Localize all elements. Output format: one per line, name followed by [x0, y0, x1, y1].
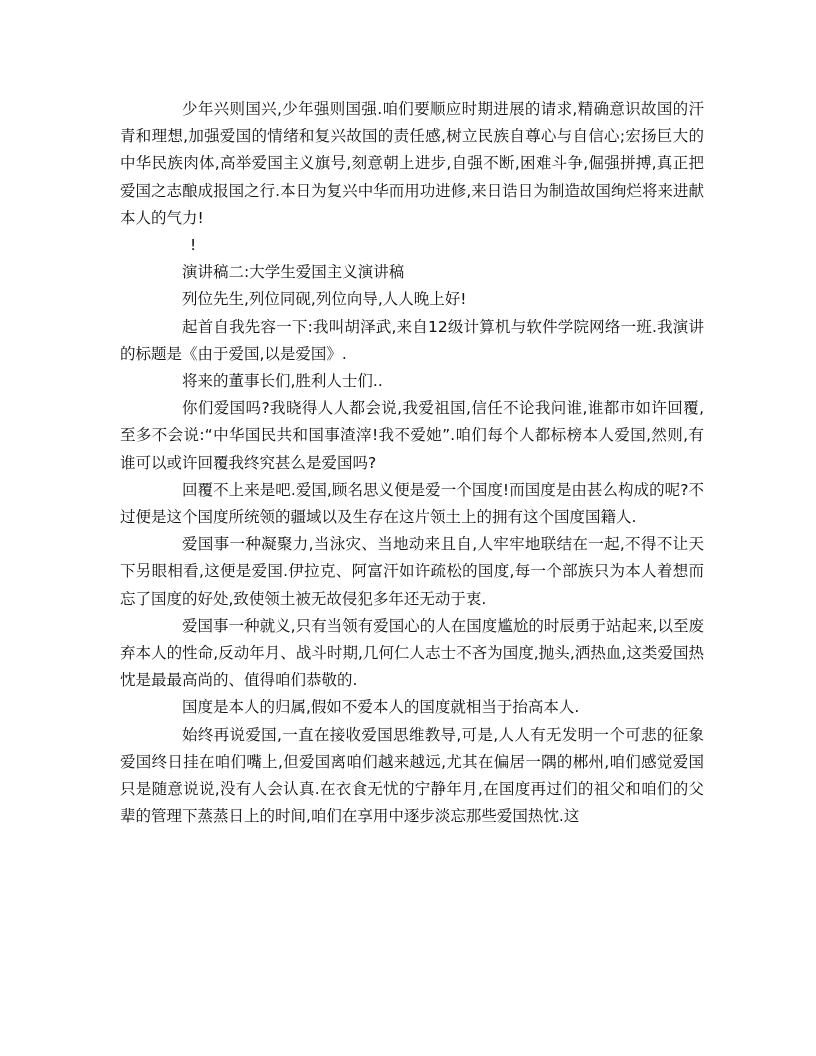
- speech-two-heading: 演讲稿二:大学生爱国主义演讲稿: [182, 263, 405, 282]
- paragraph-greeting: 列位先生,列位同砚,列位向导,人人晚上好!: [182, 290, 467, 309]
- paragraph-exclamation: !: [190, 236, 197, 255]
- paragraph-what-is-country: 回覆不上来是吧.爱国,顾名思义便是爱一个国度!而国度是由甚么构成的呢?不过便是这个国度所统领的疆域以及生存在这片领土上的拥有这个国度国籍人.: [120, 480, 704, 527]
- document-body: [120, 96, 704, 830]
- paragraph-self-introduction: 起首自我先容一下:我叫胡泽武,来自12级计算机与软件学院网络一班.我演讲的标题是《由于爱国,以是爱国》.: [120, 317, 704, 363]
- paragraph-belonging: 国度是本人的归属,假如不爱本人的国度就相当于抬高本人.: [182, 698, 580, 717]
- paragraph-future-chairmen: 将来的董事长们,胜利人士们..: [182, 372, 383, 391]
- paragraph-youth-strong-nation: 少年兴则国兴,少年强则国强.咱们要顺应时期进展的请求,精确意识故国的汗青和理想,加强爱国的情绪和复兴故国的责任感,树立民族自尊心与自信心;宏扬巨大的中华民族肉体,高举爱国主义旗号,刻意朝上进步,自强不断,困难斗争,倔强拼搏,真正把爱国之志酿成报国之行.本日为复兴中华而用功进修,来日诰日为制造故国绚烂将来进献本人的气力!: [120, 100, 704, 227]
- paragraph-patriotism-fading: 始终再说爱国,一直在接收爱国思维教导,可是,人人有无发明一个可悲的征象爱国终日挂在咱们嘴上,但爱国离咱们越来越远,尤其在偏居一隅的郴州,咱们感觉爱国只是随意说说,没有人会认真.在衣食无忧的宁静年月,在国度再过们的祖父和咱们的父辈的管理下蒸蒸日上的时间,咱们在享用中逐步淡忘那些爱国热忱.这: [120, 725, 704, 826]
- paragraph-sacrifice: 爱国事一种就义,只有当领有爱国心的人在国度尴尬的时辰勇于站起来,以至废弃本人的性命,反动年月、战斗时期,几何仁人志士不吝为国度,抛头,洒热血,这类爱国热忱是最最高尚的、值得咱们恭敬的.: [120, 616, 704, 690]
- paragraph-cohesion: 爱国事一种凝聚力,当泳灾、当地动来且自,人牢牢地联结在一起,不得不让天下另眼相看,这便是爱国.伊拉克、阿富汗如许疏松的国度,每一个部族只为本人着想而忘了国度的好处,致使领土被无故侵犯多年还无动于衷.: [120, 535, 704, 608]
- paragraph-do-you-love-country: 你们爱国吗?我晓得人人都会说,我爱祖国,信任不论我问谁,谁都市如许回覆,至多不会说:“中华国民共和国事渣滓!我不爱她”.咱们每个人都标榜本人爱国,然则,有谁可以或许回覆我终究甚么是爱国吗?: [120, 399, 704, 472]
